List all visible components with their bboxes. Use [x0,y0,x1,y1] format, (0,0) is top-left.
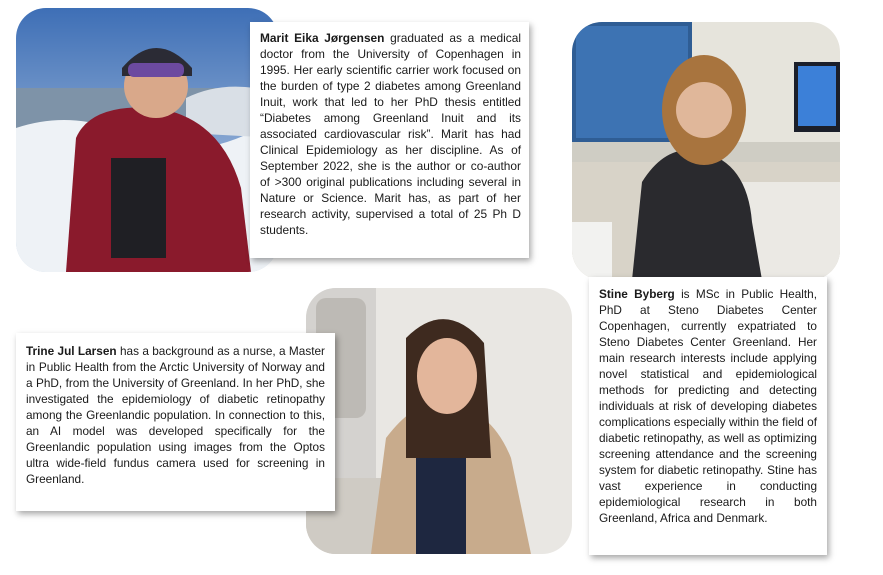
bio-name-trine: Trine Jul Larsen [26,344,120,358]
bio-name-stine: Stine Byberg [599,287,682,301]
bio-text-stine: is MSc in Public Health, PhD at Steno Diabetes Center Copenhagen, currently expatriated to Steno Diabetes Center Greenland. Her main research interests include applying novel statistical and epidemiological methods for predicting and detecting individuals at risk of developing diabetes complications especially within the field of diabetic retinopathy, as well as optimizing screening attendance and the screening system for diabetic retinopathy. Stine has vast experience in conducting epidemiological research in both Greenland, Africa and Denmark. [599,287,817,525]
bio-card-trine [16,333,335,511]
portrait-photo-trine [306,288,572,554]
bio-card-stine [589,277,827,555]
bio-name-marit: Marit Eika Jørgensen [260,31,391,45]
portrait-photo-stine [572,22,840,280]
bio-text-marit: graduated as a medical doctor from the University of Copenhagen in 1995. Her early scientific carrier work focused on the burden of type 2 diabetes among Greenland Inuit, work that led to her PhD thesis entitled “Diabetes among Greenland Inuit and its associated cardiovascular risk”. Marit has had Clinical Epidemiology as her discipline. As of September 2022, she is the author or co-author of >300 original publications including several in Nature or Science. Marit has, as part of her research activity, supervised a total of 25 Ph D students. [260,31,521,237]
portrait-photo-marit [16,8,278,272]
bio-text-trine: has a background as a nurse, a Master in Public Health from the Arctic University of Norway and a PhD, from the University of Greenland. In her PhD, she investigated the epidemiology of diabetic retinopathy among the Greenlandic population. In connection to this, an AI model was developed specifically for the Greenlandic population using images from the Optos ultra wide-field fundus camera used for screening in Greenland. [26,344,325,486]
bio-card-marit [250,22,529,258]
